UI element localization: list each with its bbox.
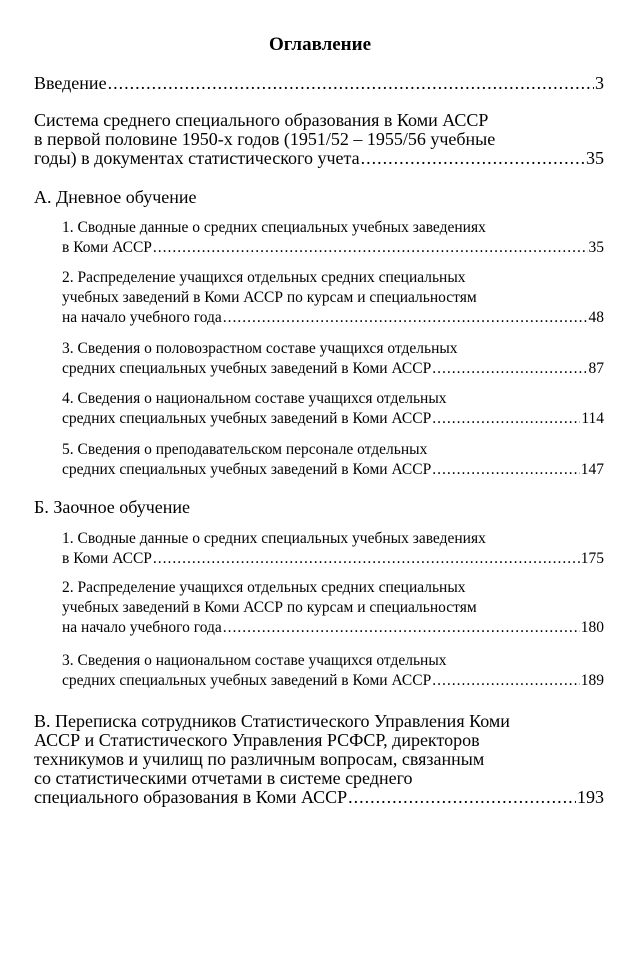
- toc-entry-a5[interactable]: [62, 440, 604, 480]
- toc-entry-last-line: [62, 460, 604, 480]
- toc-entry-last-line: [62, 671, 604, 691]
- toc-entry-line: 2. Распределение учащихся отдельных средних специальных: [62, 579, 466, 596]
- toc-entry-a3[interactable]: [62, 339, 604, 379]
- toc-entry-text: средних специальных учебных заведений в Коми АССР: [62, 672, 432, 689]
- toc-entry-line: 3. Сведения о национальном составе учащихся отдельных: [62, 652, 447, 669]
- toc-entry-line: 2. Распределение учащихся отдельных средних специальных: [62, 269, 466, 286]
- toc-entry-line: в первой половине 1950-х годов (1951/52 – 1955/56 учебные: [34, 129, 496, 149]
- toc-page-number: 193: [577, 787, 604, 807]
- toc-entry-line: АССР и Статистического Управления РСФСР, директоров: [34, 730, 480, 750]
- toc-page-number: 189: [580, 672, 604, 689]
- toc-entry-last-line: [62, 409, 604, 429]
- toc-page-number: 48: [588, 309, 604, 326]
- toc-page-number: 180: [580, 619, 604, 636]
- toc-entry-last-line: [62, 618, 604, 638]
- toc-entry-last-line: [62, 238, 604, 258]
- toc-entry-last-line: [62, 359, 604, 379]
- toc-entry-text: на начало учебного года: [62, 619, 222, 636]
- toc-entry-last-line: [62, 549, 604, 569]
- toc-entry-intro[interactable]: [34, 74, 604, 93]
- toc-entry-last-line: [62, 308, 604, 328]
- leader-dots: [223, 308, 588, 328]
- section-b-heading: Б. Заочное обучение: [34, 497, 191, 517]
- toc-entry-a1[interactable]: [62, 218, 604, 258]
- toc-entry-line: 3. Сведения о половозрастном составе учащихся отдельных: [62, 340, 458, 357]
- toc-entry-text: в Коми АССР: [62, 239, 152, 256]
- toc-entry-b2[interactable]: [62, 578, 604, 638]
- leader-dots: [153, 238, 588, 258]
- toc-entry-line: 1. Сводные данные о средних специальных учебных заведениях: [62, 530, 486, 547]
- leader-dots: [432, 671, 580, 691]
- toc-entry-text: средних специальных учебных заведений в Коми АССР: [62, 461, 432, 478]
- toc-entry-last-line: [34, 74, 604, 93]
- leader-dots: [361, 149, 585, 168]
- toc-entry-line: 4. Сведения о национальном составе учащихся отдельных: [62, 390, 447, 407]
- toc-page-number: 3: [595, 73, 604, 93]
- toc-entry-system[interactable]: [34, 111, 604, 168]
- toc-entry-text: средних специальных учебных заведений в Коми АССР: [62, 410, 432, 427]
- toc-entry-text: Введение: [34, 73, 107, 93]
- toc-entry-line: Система среднего специального образования в Коми АССР: [34, 110, 489, 130]
- toc-entry-line: со статистическими отчетами в системе среднего: [34, 768, 413, 788]
- toc-entry-text: в Коми АССР: [62, 550, 152, 567]
- toc-entry-c[interactable]: [34, 712, 604, 807]
- leader-dots: [108, 74, 594, 93]
- toc-entry-line: 5. Сведения о преподавательском персонале отдельных: [62, 441, 428, 458]
- section-a-heading: А. Дневное обучение: [34, 187, 197, 207]
- toc-entry-b1[interactable]: [62, 529, 604, 569]
- toc-page-number: 175: [580, 550, 604, 567]
- leader-dots: [432, 460, 580, 480]
- toc-entry-line: техникумов и училищ по различным вопросам, связанным: [34, 749, 485, 769]
- toc-entry-text: специального образования в Коми АССР: [34, 787, 348, 807]
- toc-entry-line: 1. Сводные данные о средних специальных учебных заведениях: [62, 219, 486, 236]
- toc-entry-line: учебных заведений в Коми АССР по курсам и специальностям: [62, 289, 477, 306]
- toc-entry-line: учебных заведений в Коми АССР по курсам и специальностям: [62, 599, 477, 616]
- toc-entry-text: средних специальных учебных заведений в Коми АССР: [62, 360, 432, 377]
- toc-entry-line: В. Переписка сотрудников Статистического Управления Коми: [34, 711, 510, 731]
- toc-entry-last-line: [34, 149, 604, 168]
- toc-page-number: 114: [581, 410, 604, 427]
- toc-entry-a2[interactable]: [62, 268, 604, 328]
- toc-page-number: 35: [588, 239, 604, 256]
- toc-entry-b3[interactable]: [62, 651, 604, 691]
- toc-entry-text: годы) в документах статистического учета: [34, 148, 360, 168]
- toc-entry-last-line: [34, 788, 604, 807]
- leader-dots: [223, 618, 580, 638]
- toc-page-number: 87: [588, 360, 604, 377]
- leader-dots: [348, 788, 576, 807]
- leader-dots: [153, 549, 580, 569]
- toc-page-number: 35: [586, 148, 604, 168]
- toc-page-number: 147: [580, 461, 604, 478]
- leader-dots: [432, 409, 580, 429]
- toc-entry-a4[interactable]: [62, 389, 604, 429]
- toc-entry-text: на начало учебного года: [62, 309, 222, 326]
- toc-title: Оглавление: [268, 34, 372, 55]
- leader-dots: [432, 359, 587, 379]
